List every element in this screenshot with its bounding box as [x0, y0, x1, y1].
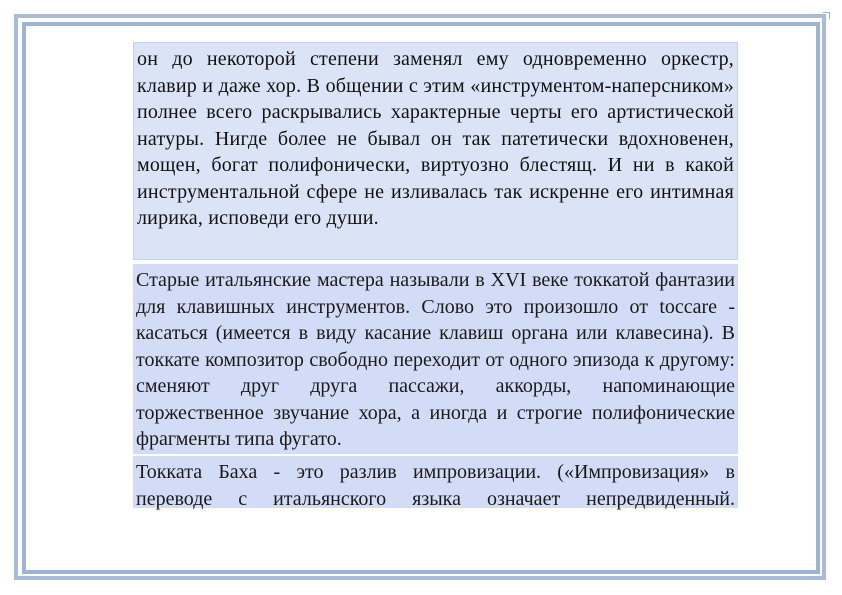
- paragraph-3-text: Токката Баха - это разлив импровизации. («Импровизация» в переводе с итальянского языка означает непредвиденный.: [136, 461, 735, 510]
- paragraph-1-text: он до некоторой степени заменял ему одновременно оркестр, клавир и даже хор. В общении с этим «инструментом-наперсником» полнее всего раскрывались характерные черты его артистической натуры. Нигде более не бывал он так патетически вдохновенен, мощен, богат полифонически, виртуозно блестящ. И ни в какой инструментальной сфере не изливалась так искренне его интимная лирика, исповеди его души.: [137, 48, 734, 229]
- paragraph-2-text: Старые итальянские мастера называли в XVI веке токкатой фантазии для клавишных инструментов. Слово это произошло от toccare - касаться (имеется в виду касание клавиш органа или клавесина). В токкате композитор свободно переходит от одного эпизода к другому: сменяют друг друга пассажи, аккорды, напоминающие торжественное звучание хора, а иногда и строгие полифонические фрагменты типа фугато.: [136, 269, 735, 450]
- frame-corner-decoration: [823, 12, 830, 19]
- text-paragraph-3: [133, 456, 738, 508]
- text-paragraph-2: [133, 264, 738, 454]
- text-paragraph-1: [133, 42, 738, 260]
